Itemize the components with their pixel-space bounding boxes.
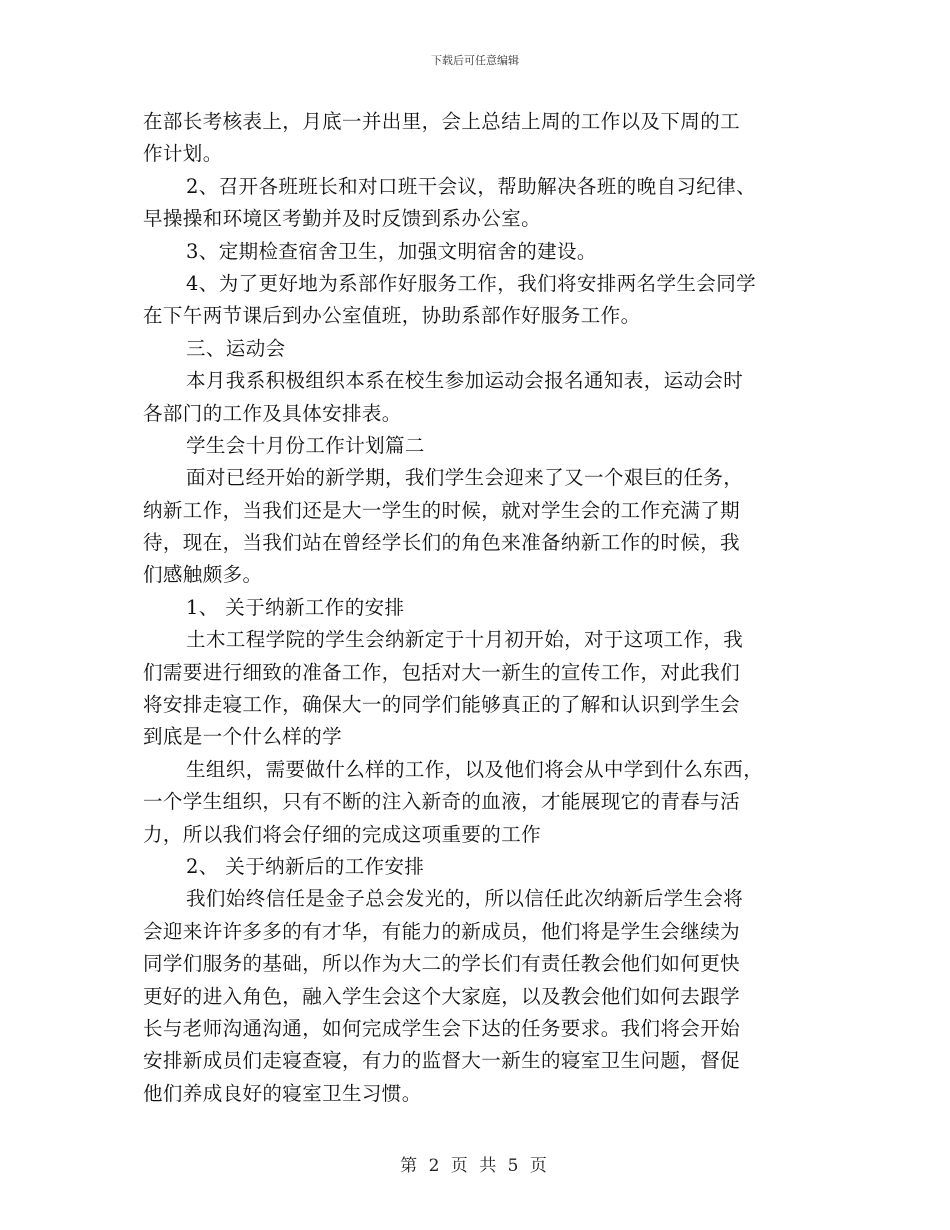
text-line: 到底是一个什么样的学 (143, 725, 343, 749)
text-line: 三、运动会 (186, 336, 286, 360)
text-line: 2、召开各班班长和对口班干会议，帮助解决各班的晚自习纪律、 (186, 174, 757, 198)
text-line: 一个学生组织，只有不断的注入新奇的血液，才能展现它的青春与活 (143, 790, 741, 814)
text-line: 同学们服务的基础，所以作为大二的学长们有责任教会他们如何更快 (143, 952, 741, 976)
page-header-note: 下载后可任意编辑 (431, 54, 519, 67)
text-line: 学生会十月份工作计划篇二 (186, 433, 425, 457)
text-line: 待，现在，当我们站在曾经学长们的角色来准备纳新工作的时候，我 (143, 531, 741, 555)
text-line: 力，所以我们将会仔细的完成这项重要的工作 (143, 822, 542, 846)
text-line: 们感触颇多。 (143, 563, 263, 587)
text-line: 生组织，需要做什么样的工作，以及他们将会从中学到什么东西， (186, 757, 764, 781)
text-line: 们需要进行细致的准备工作，包括对大一新生的宣传工作，对此我们 (143, 660, 741, 684)
page-number: 第 2 页 共 5 页 (400, 1156, 550, 1176)
text-line: 面对已经开始的新学期，我们学生会迎来了又一个艰巨的任务， (186, 466, 744, 490)
text-line: 作计划。 (143, 142, 223, 166)
text-line: 更好的进入角色，融入学生会这个大家庭，以及教会他们如何去跟学 (143, 984, 741, 1008)
text-line: 2、 关于纳新后的工作安排 (186, 854, 425, 878)
text-line: 会迎来许许多多的有才华，有能力的新成员，他们将是学生会继续为 (143, 919, 741, 943)
text-line: 将安排走寝工作，确保大一的同学们能够真正的了解和认识到学生会 (143, 693, 741, 717)
document-body (143, 106, 813, 1110)
text-line: 我们始终信任是金子总会发光的，所以信任此次纳新后学生会将 (186, 887, 744, 911)
text-line: 本月我系积极组织本系在校生参加运动会报名通知表，运动会时 (186, 369, 744, 393)
text-line: 安排新成员们走寝查寝，有力的监督大一新生的寝室卫生问题，督促 (143, 1049, 741, 1073)
text-line: 4、为了更好地为系部作好服务工作，我们将安排两名学生会同学 (186, 271, 757, 295)
text-line: 早操操和环境区考勤并及时反馈到系办公室。 (143, 207, 542, 231)
text-line: 长与老师沟通沟通，如何完成学生会下达的任务要求。我们将会开始 (143, 1016, 741, 1040)
text-line: 1、 关于纳新工作的安排 (186, 595, 405, 619)
text-line: 3、定期检查宿舍卫生，加强文明宿舍的建设。 (186, 239, 597, 263)
text-line: 在部长考核表上，月底一并出里，会上总结上周的工作以及下周的工 (143, 110, 741, 133)
text-line: 在下午两节课后到办公室值班，协助系部作好服务工作。 (143, 304, 641, 328)
text-line: 他们养成良好的寝室卫生习惯。 (143, 1081, 422, 1105)
text-line: 土木工程学院的学生会纳新定于十月初开始，对于这项工作，我 (186, 628, 744, 652)
text-line: 纳新工作，当我们还是大一学生的时候，就对学生会的工作充满了期 (143, 498, 741, 522)
text-line: 各部门的工作及具体安排表。 (143, 401, 402, 425)
